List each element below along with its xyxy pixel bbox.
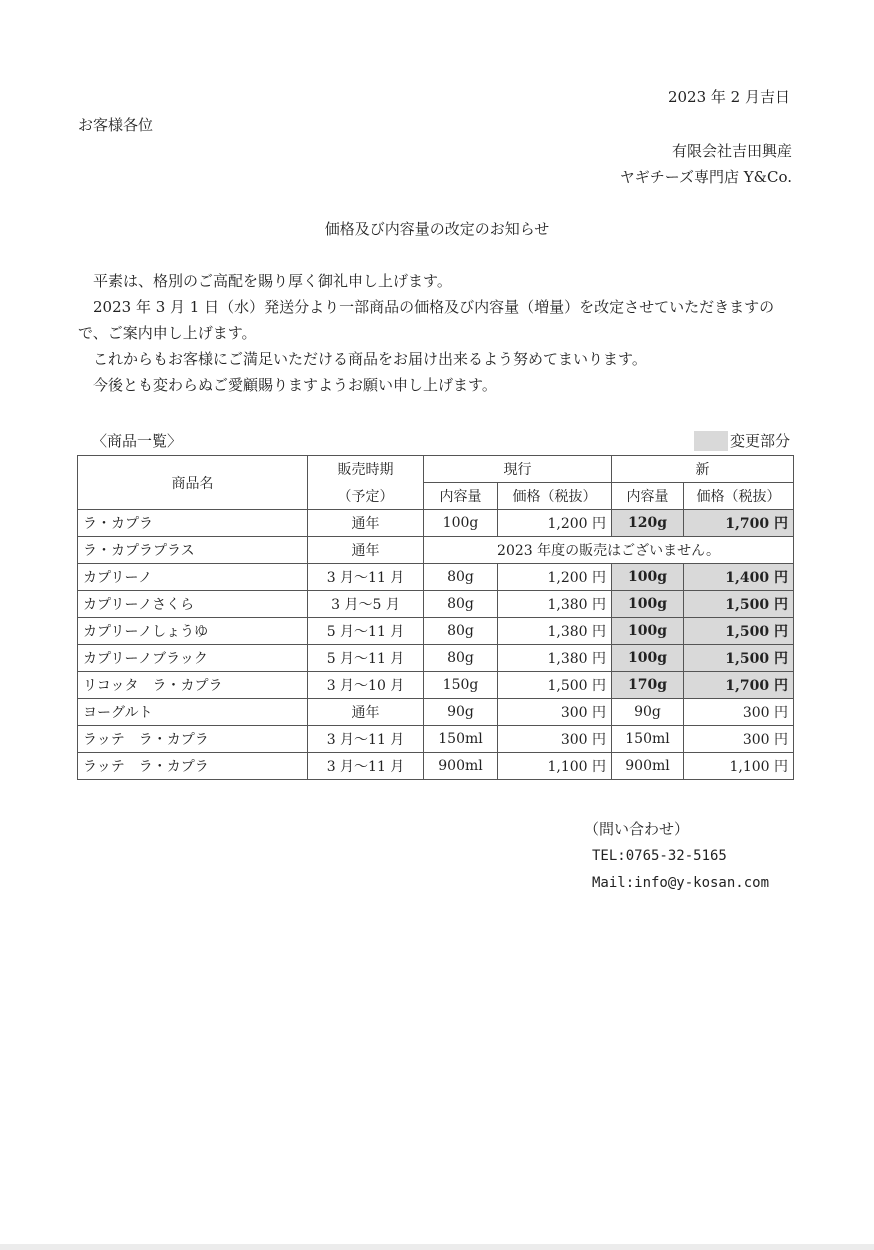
new-content: 900ml xyxy=(612,753,684,780)
current-price: 1,200 円 xyxy=(498,564,612,591)
shop-name: ヤギチーズ専門店 Y&Co. xyxy=(619,168,792,186)
new-content: 90g xyxy=(612,699,684,726)
table-row xyxy=(78,645,794,672)
new-price: 1,500 円 xyxy=(684,591,794,618)
new-price: 1,700 円 xyxy=(684,510,794,537)
highlight-legend xyxy=(694,430,790,451)
sales-period: 5 月〜11 月 xyxy=(308,645,424,672)
table-row xyxy=(78,672,794,699)
header-period-note: （予定） xyxy=(308,483,424,510)
new-content: 150ml xyxy=(612,726,684,753)
product-name: カプリーノさくら xyxy=(78,591,308,618)
current-price: 1,200 円 xyxy=(498,510,612,537)
current-content: 80g xyxy=(424,564,498,591)
current-content: 900ml xyxy=(424,753,498,780)
current-price: 1,380 円 xyxy=(498,645,612,672)
recipient: お客様各位 xyxy=(78,116,154,134)
current-content: 80g xyxy=(424,618,498,645)
sales-period: 通年 xyxy=(308,510,424,537)
sales-period: 3 月〜10 月 xyxy=(308,672,424,699)
company-name: 有限会社吉田興産 xyxy=(671,142,792,160)
current-price: 300 円 xyxy=(498,699,612,726)
sales-period: 3 月〜11 月 xyxy=(308,753,424,780)
header-period: 販売時期 xyxy=(308,456,424,483)
new-content: 100g xyxy=(612,564,684,591)
body-paragraph-1: 平素は、格別のご高配を賜り厚く御礼申し上げます。 xyxy=(93,272,452,290)
new-price: 1,100 円 xyxy=(684,753,794,780)
product-name: リコッタ ラ・カプラ xyxy=(78,672,308,699)
new-content: 100g xyxy=(612,591,684,618)
contact-heading: （問い合わせ） xyxy=(584,820,690,838)
product-name: カプリーノ xyxy=(78,564,308,591)
product-name: ラ・カプラ xyxy=(78,510,308,537)
header-new-price: 価格（税抜） xyxy=(684,483,794,510)
new-price: 300 円 xyxy=(684,726,794,753)
header-current-content: 内容量 xyxy=(424,483,498,510)
product-name: ヨーグルト xyxy=(78,699,308,726)
new-content: 170g xyxy=(612,672,684,699)
product-name: カプリーノしょうゆ xyxy=(78,618,308,645)
header-product-name: 商品名 xyxy=(78,456,308,510)
new-price: 1,500 円 xyxy=(684,645,794,672)
new-content: 100g xyxy=(612,645,684,672)
sales-period: 通年 xyxy=(308,699,424,726)
new-price: 300 円 xyxy=(684,699,794,726)
sales-period: 3 月〜5 月 xyxy=(308,591,424,618)
new-content: 120g xyxy=(612,510,684,537)
table-row xyxy=(78,591,794,618)
body-paragraph-2: 2023 年 3 月 1 日（水）発送分より一部商品の価格及び内容量（増量）を改定させていただきますので、ご案内申し上げます。 xyxy=(78,298,775,342)
body-paragraph-4: 今後とも変わらぬご愛顧賜りますようお願い申し上げます。 xyxy=(93,376,497,394)
new-price: 1,500 円 xyxy=(684,618,794,645)
current-price: 300 円 xyxy=(498,726,612,753)
product-name: ラ・カプラプラス xyxy=(78,537,308,564)
legend-label: 変更部分 xyxy=(729,432,790,450)
current-price: 1,380 円 xyxy=(498,618,612,645)
table-row xyxy=(78,753,794,780)
table-row xyxy=(78,564,794,591)
document-title: 価格及び内容量の改定のお知らせ xyxy=(324,220,550,238)
contact-tel: TEL:0765-32-5165 xyxy=(592,848,727,864)
sales-period: 3 月〜11 月 xyxy=(308,726,424,753)
current-content: 80g xyxy=(424,645,498,672)
header-current-price: 価格（税抜） xyxy=(498,483,612,510)
page-bottom-edge xyxy=(0,1244,874,1250)
header-new-content: 内容量 xyxy=(612,483,684,510)
contact-block xyxy=(584,816,769,897)
product-table xyxy=(77,455,794,780)
header-current: 現行 xyxy=(424,456,612,483)
current-content: 90g xyxy=(424,699,498,726)
current-content: 150g xyxy=(424,672,498,699)
current-price: 1,380 円 xyxy=(498,591,612,618)
current-price: 1,500 円 xyxy=(498,672,612,699)
current-price: 1,100 円 xyxy=(498,753,612,780)
new-price: 1,700 円 xyxy=(684,672,794,699)
header-new: 新 xyxy=(612,456,794,483)
sales-period: 5 月〜11 月 xyxy=(308,618,424,645)
table-row xyxy=(78,726,794,753)
new-content: 100g xyxy=(612,618,684,645)
body-paragraph-3: これからもお客様にご満足いただける商品をお届け出来るよう努めてまいります。 xyxy=(93,350,647,368)
table-row xyxy=(78,537,794,564)
current-content: 100g xyxy=(424,510,498,537)
new-price: 1,400 円 xyxy=(684,564,794,591)
product-name: ラッテ ラ・カプラ xyxy=(78,753,308,780)
current-content: 150ml xyxy=(424,726,498,753)
sales-period: 通年 xyxy=(308,537,424,564)
contact-mail: Mail:info@y-kosan.com xyxy=(592,875,770,891)
table-row xyxy=(78,699,794,726)
product-name: ラッテ ラ・カプラ xyxy=(78,726,308,753)
sales-period: 3 月〜11 月 xyxy=(308,564,424,591)
table-row xyxy=(78,510,794,537)
document-date: 2023 年 2 月吉日 xyxy=(667,88,790,106)
product-name: カプリーノブラック xyxy=(78,645,308,672)
current-content: 80g xyxy=(424,591,498,618)
product-list-label: 〈商品一覧〉 xyxy=(92,432,183,450)
highlight-swatch xyxy=(694,431,728,451)
table-row xyxy=(78,618,794,645)
no-sales-note: 2023 年度の販売はございません。 xyxy=(424,537,794,564)
